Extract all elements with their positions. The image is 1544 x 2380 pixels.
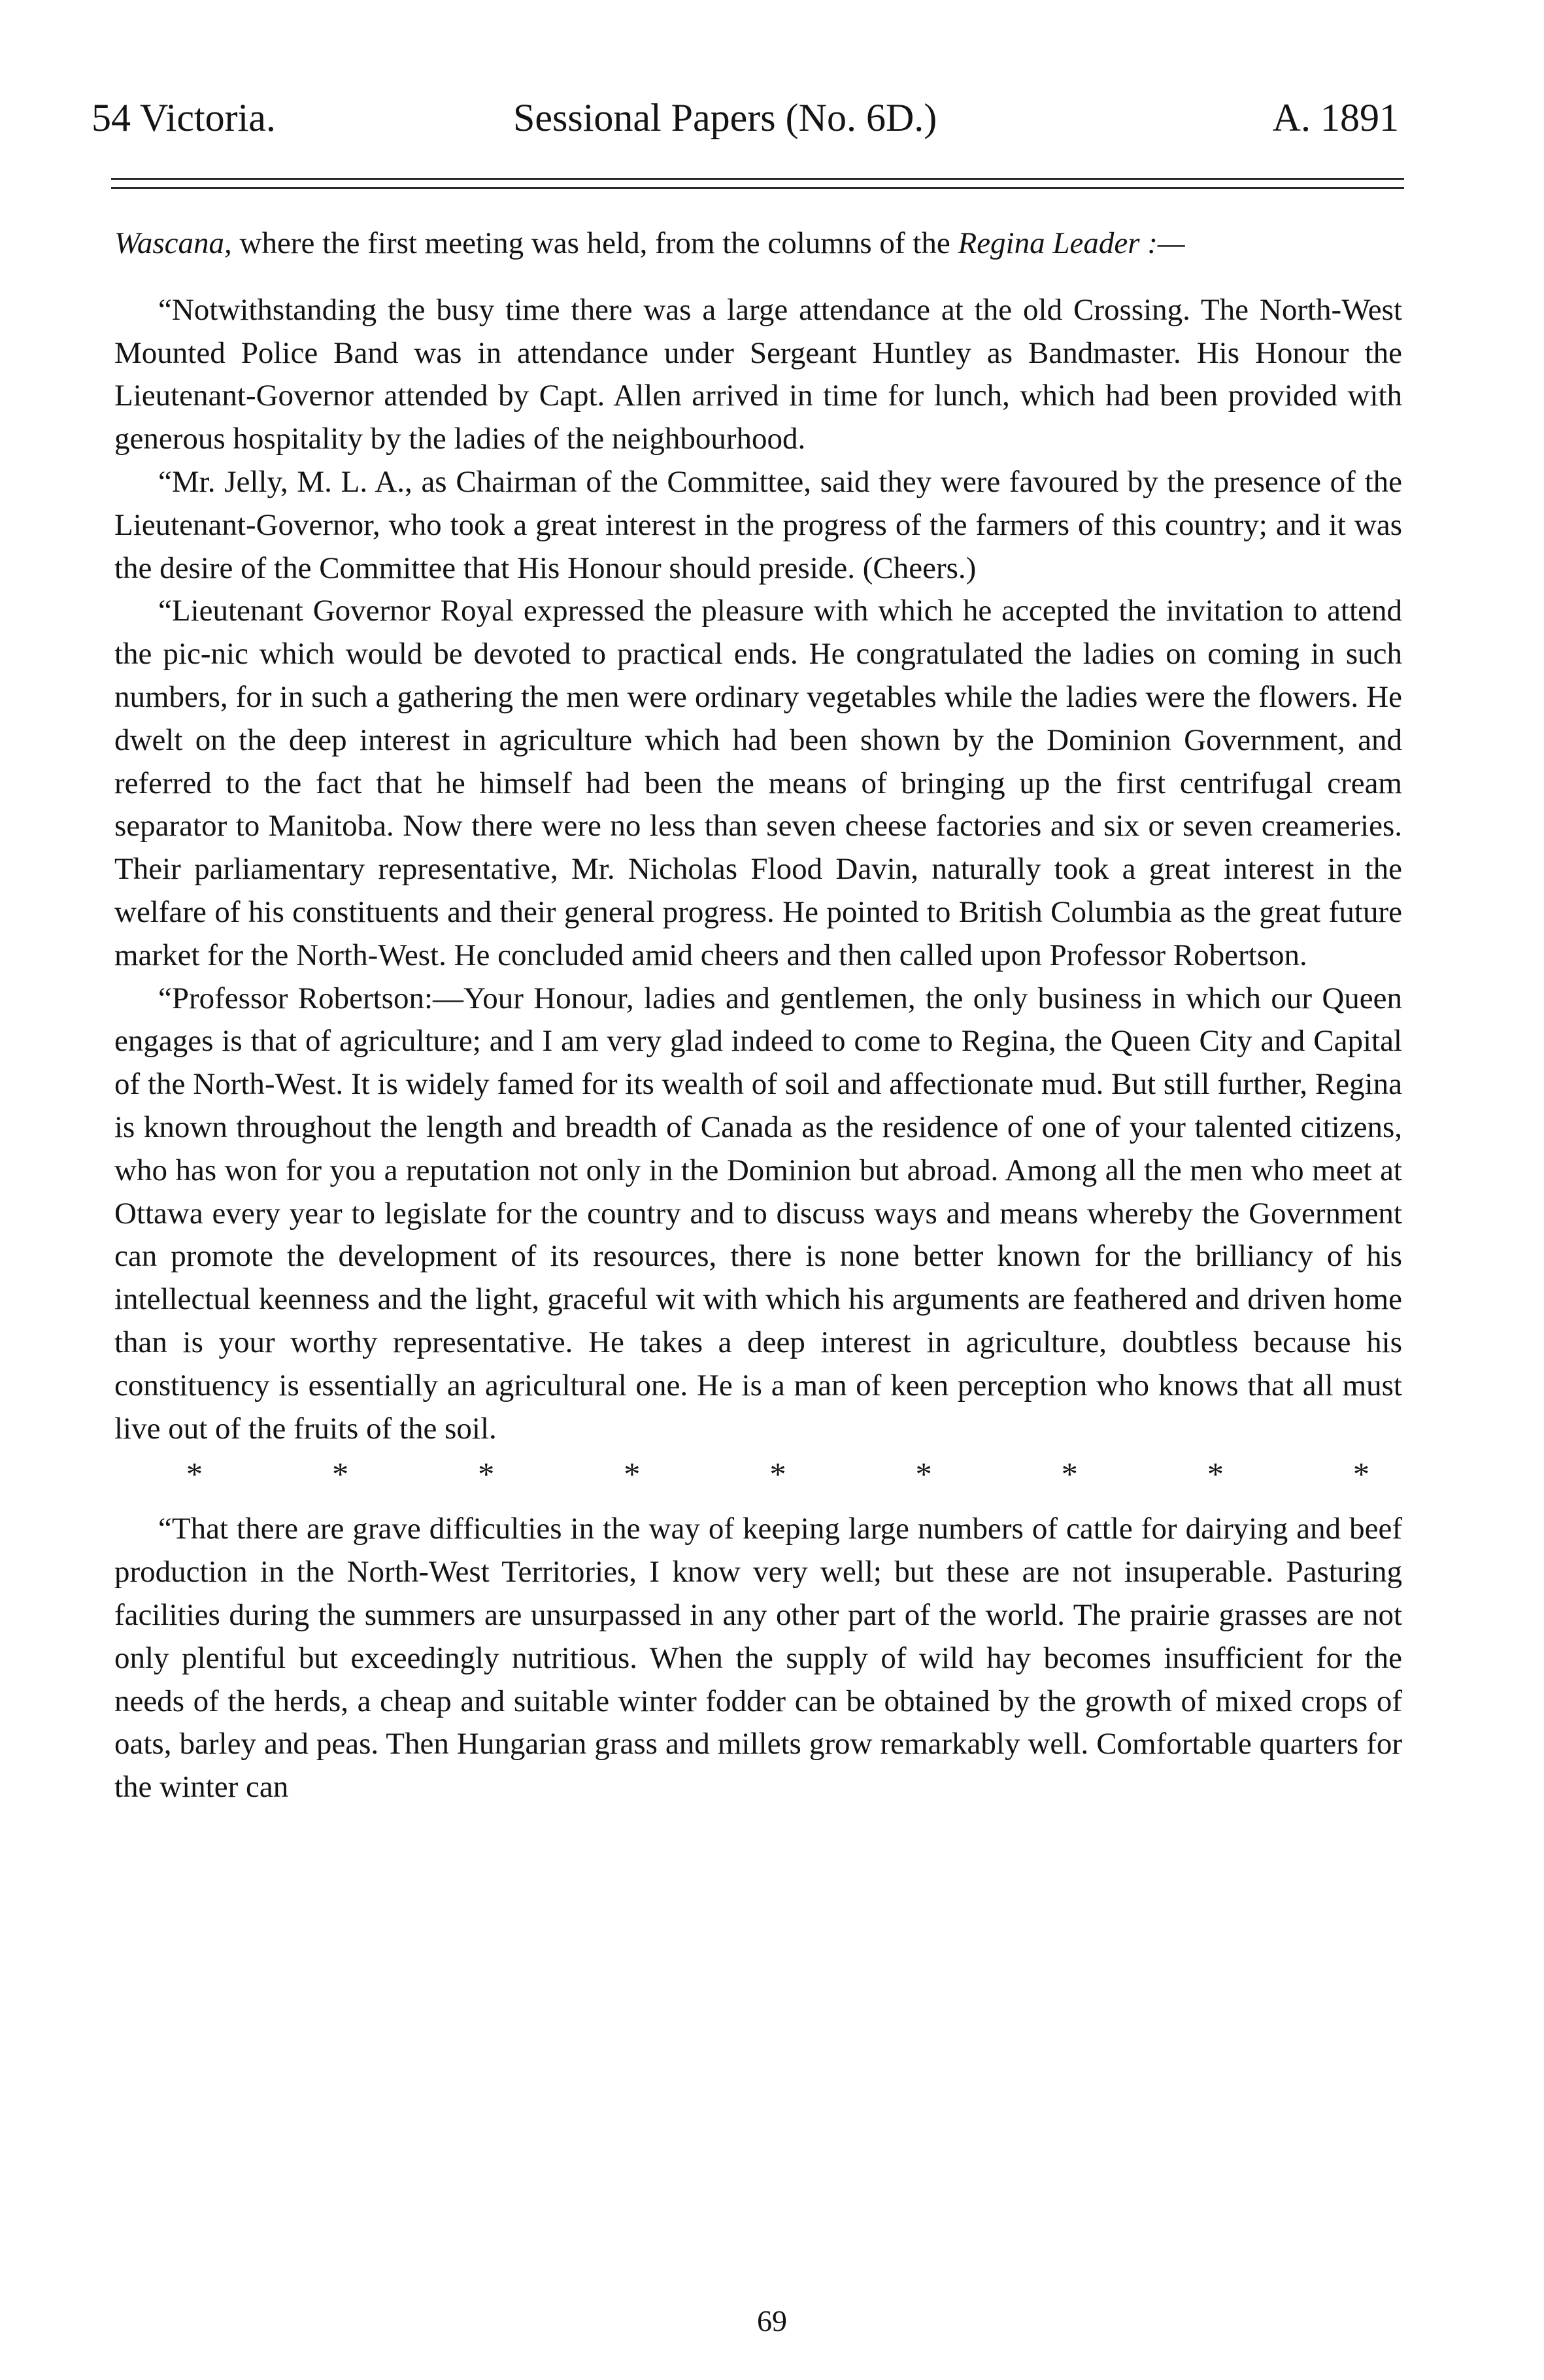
- quote-paragraph-chairman: “Mr. Jelly, M. L. A., as Chairman of the Committee, said they were favoured by the presence of the Lieutenant-Governor, who took a great interest in the progress of the farmers of this country; and it was the desire of the Committee that His Honour should preside. (Cheers.): [114, 464, 1402, 585]
- header-rule-top: [111, 178, 1404, 180]
- quote-paragraph-robertson: “Professor Robertson:—Your Honour, ladies and gentlemen, the only business in which our Queen engages is that of agriculture; and I am very glad indeed to come to Regina, the Queen City and Capital of the North-West. It is widely famed for its wealth of soil and affectionate mud. But still further, Regina is known throughout the length and breadth of Canada as the residence of one of your talented citizens, who has won for you a reputation not only in the Dominion but abroad. Among all the men who meet at Ottawa every year to legislate for the country and to discuss ways and means whereby the Government can promote the development of its resources, there is none better known for the brilliancy of his intellectual keenness and the light, graceful wit with which his arguments are feathered and driven home than is your worthy representative. He takes a deep interest in agriculture, doubtless because his constituency is essentially an agricultural one. He is a man of keen perception who knows that all must live out of the fruits of the soil.: [114, 981, 1402, 1446]
- header-rule-bottom: [111, 187, 1404, 189]
- page-number: 69: [757, 2304, 787, 2338]
- separator-star: *: [332, 1455, 349, 1493]
- separator-star: *: [1207, 1455, 1224, 1493]
- separator-star: *: [624, 1455, 641, 1493]
- separator-star: *: [769, 1455, 786, 1493]
- separator-star: *: [1061, 1455, 1078, 1493]
- separator-star: *: [1353, 1455, 1369, 1493]
- quote-paragraph-attendance: “Notwithstanding the busy time there was a large attendance at the old Crossing. The North-West Mounted Police Band was in attendance under Sergeant Huntley as Bandmaster. His Honour the Lieutenant-Governor attended by Capt. Allen arrived in time for lunch, which had been provided with generous hospitality by the ladies of the neighbourhood.: [114, 292, 1402, 456]
- intro-middle: where the first meeting was held, from the columns of the: [231, 226, 958, 260]
- quote-paragraph-cattle: “That there are grave difficulties in the way of keeping large numbers of cattle for dairying and beef production in the North-West Territories, I know very well; but these are not insuperable. Pasturing facilities during the summers are unsurpassed in any other part of the world. The prairie grasses are not only plentiful but exceedingly nutritious. When the supply of wild hay becomes insufficient for the needs of the herds, a cheap and suitable winter fodder can be obtained by the growth of mixed crops of oats, barley and peas. Then Hungarian grass and millets grow remarkably well. Comfortable quarters for the winter can: [114, 1512, 1402, 1805]
- header-session: 54 Victoria.: [92, 96, 276, 139]
- running-header: [92, 88, 1399, 147]
- header-year: A. 1891: [1272, 96, 1399, 139]
- header-title: Sessional Papers (No. 6D.): [513, 96, 937, 139]
- intro-paragraph: [114, 222, 1402, 265]
- body-text: [114, 222, 1402, 1809]
- separator-star: *: [186, 1455, 203, 1493]
- intro-paper: Regina Leader :—: [958, 226, 1185, 260]
- section-separator: [114, 1454, 1402, 1493]
- intro-place: Wascana,: [114, 226, 232, 260]
- quote-paragraph-governor: “Lieutenant Governor Royal expressed the pleasure with which he accepted the invitation to attend the pic-nic which would be devoted to practical ends. He congratulated the ladies on coming in such numbers, for in such a gathering the men were ordinary vegetables while the ladies were the flowers. He dwelt on the deep interest in agriculture which had been shown by the Dominion Government, and referred to the fact that he himself had been the means of bringing up the first centrifugal cream separator to Manitoba. Now there were no less than seven cheese factories and six or seven creameries. Their parliamentary representative, Mr. Nicholas Flood Davin, naturally took a great interest in the welfare of his constituents and their general progress. He pointed to British Columbia as the great future market for the North-West. He concluded amid cheers and then called upon Professor Robertson.: [114, 594, 1402, 972]
- separator-star: *: [478, 1455, 495, 1493]
- separator-star: *: [915, 1455, 932, 1493]
